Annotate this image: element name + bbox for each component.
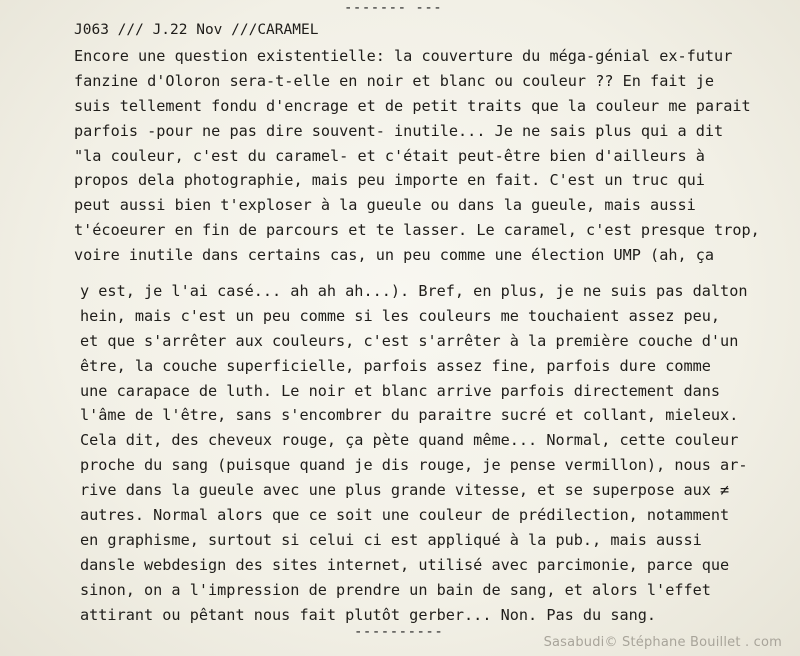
text-line: rive dans la gueule avec une plus grande vitesse, et se superpose aux ≠ — [80, 481, 730, 500]
text-line: l'âme de l'être, sans s'encombrer du paraitre sucré et collant, mieleux. — [80, 406, 739, 425]
text-line: autres. Normal alors que ce soit une couleur de prédilection, notamment — [80, 506, 730, 525]
text-line: dansle webdesign des sites internet, utilisé avec parcimonie, parce que — [80, 555, 730, 574]
text-line: être, la couche superficielle, parfois assez fine, parfois dure comme — [80, 356, 711, 375]
text-line: voire inutile dans certains cas, un peu comme une élection UMP (ah, ça — [74, 246, 715, 265]
paragraph-2 — [80, 279, 748, 627]
text-line: en graphisme, surtout si celui ci est appliqué à la pub., mais aussi — [80, 530, 702, 549]
text-line: et que s'arrêter aux couleurs, c'est s'arrêter à la première couche d'un — [80, 331, 739, 350]
text-line: sinon, on a l'impression de prendre un bain de sang, et alors l'effet — [80, 580, 711, 599]
text-line: hein, mais c'est un peu comme si les couleurs me touchaient assez peu, — [80, 306, 721, 325]
watermark-credit: Sasabudi© Stéphane Bouillet . com — [543, 635, 782, 650]
text-line: suis tellement fondu d'encrage et de petit traits que la couleur me parait — [74, 96, 751, 115]
paragraph-1 — [74, 44, 760, 268]
text-line: y est, je l'ai casé... ah ah ah...). Bref, en plus, je ne suis pas dalton — [80, 282, 748, 300]
text-line: Cela dit, des cheveux rouge, ça pète quand même... Normal, cette couleur — [80, 431, 739, 450]
page-header: J063 /// J.22 Nov ///CARAMEL — [74, 22, 319, 38]
top-rule: ------- --- — [344, 0, 443, 16]
text-line: "la couleur, c'est du caramel- et c'était peut-être bien d'ailleurs à — [74, 146, 705, 165]
bottom-rule: ---------- — [354, 624, 444, 640]
text-line: propos dela photographie, mais peu importe en fait. C'est un truc qui — [74, 171, 705, 190]
text-line: une carapace de luth. Le noir et blanc arrive parfois directement dans — [80, 381, 721, 400]
text-line: fanzine d'Oloron sera-t-elle en noir et blanc ou couleur ?? En fait je — [74, 71, 715, 90]
text-line: t'écoeurer en fin de parcours et te lasser. Le caramel, c'est presque trop, — [74, 221, 760, 240]
text-line: peut aussi bien t'exploser à la gueule ou dans la gueule, mais aussi — [74, 196, 696, 215]
text-line: proche du sang (puisque quand je dis rouge, je pense vermillon), nous ar- — [80, 456, 748, 475]
text-line: parfois -pour ne pas dire souvent- inutile... Je ne sais plus qui a dit — [74, 121, 724, 140]
text-line: Encore une question existentielle: la couverture du méga-génial ex-futur — [74, 47, 733, 65]
text-line: attirant ou pêtant nous fait plutôt gerber... Non. Pas du sang. — [80, 605, 657, 624]
